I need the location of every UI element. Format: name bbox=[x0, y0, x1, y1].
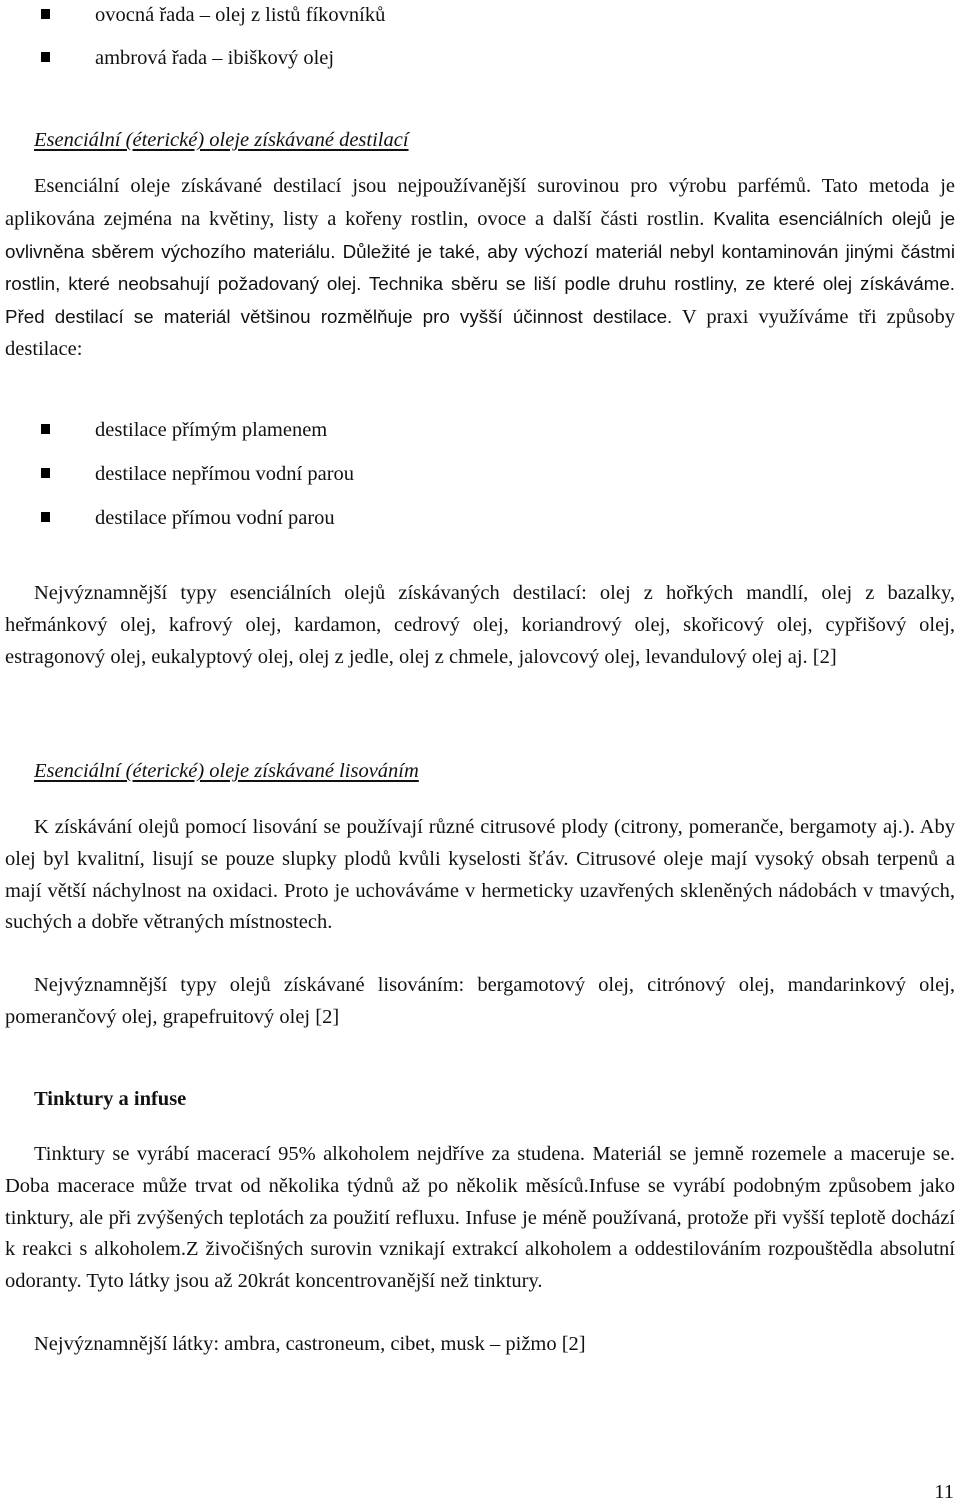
paragraph-text: Esenciální oleje získávané destilací jsou nejpoužívanější surovinou pro výrobu parfémů. Tato metoda je aplikována zejména na květiny, listy a kořeny rostlin, ovoce a další části rostlin. bbox=[5, 175, 955, 230]
page-number: 11 bbox=[934, 1481, 954, 1503]
section-heading-pressing: Esenciální (éterické) oleje získávané lisováním bbox=[34, 760, 419, 782]
bullet-text: ovocná řada – olej z listů fíkovníků bbox=[95, 4, 386, 26]
bullet-text: destilace nepřímou vodní parou bbox=[95, 463, 355, 485]
section-heading-distillation: Esenciální (éterické) oleje získávané destilací bbox=[34, 129, 409, 151]
paragraph-distillation-intro bbox=[5, 171, 955, 366]
section-heading-tinctures: Tinktury a infuse bbox=[34, 1088, 187, 1110]
bullet-text: ambrová řada – ibiškový olej bbox=[95, 47, 335, 69]
paragraph-pressing-intro: K získávání olejů pomocí lisování se používají různé citrusové plody (citrony, pomeranče, bergamoty aj.). Aby olej byl kvalitní, lisují se pouze slupky plodů kvůli kyselosti šťáv. Citrusové oleje mají vysoký obsah terpenů a mají větší náchylnost na oxidaci. Proto je uchováváme v hermeticky uzavřených skleněných nádobách v tmavých, suchých a dobře větraných místnostech. bbox=[5, 816, 955, 934]
square-bullet-icon bbox=[41, 9, 50, 19]
square-bullet-icon bbox=[41, 468, 50, 478]
paragraph-pressing-oils: Nejvýznamnější typy olejů získávané lisováním: bergamotový olej, citrónový olej, mandarinkový olej, pomerančový olej, grapefruitový olej [2] bbox=[5, 974, 955, 1028]
bullet-text: destilace přímou vodní parou bbox=[95, 507, 335, 529]
bullet-text: destilace přímým plamenem bbox=[95, 419, 328, 441]
paragraph-distillation-oils: Nejvýznamnější typy esenciálních olejů získávaných destilací: olej z hořkých mandlí, olej z bazalky, heřmánkový olej, kafrový olej, kardamon, cedrový olej, koriandrový olej, skořicový olej, cypřišový olej, estragonový olej, eukalyptový olej, olej z jedle, olej z chmele, jalovcový olej, levandulový olej aj. [2] bbox=[5, 582, 955, 668]
paragraph-tinctures-intro: Tinktury se vyrábí macerací 95% alkoholem nejdříve za studena. Materiál se jemně rozemele a maceruje se. Doba macerace může trvat od několika týdnů až po několik měsíců.Infuse se vyrábí podobným způsobem jako tinktury, ale při zvýšených teplotách za použití refluxu. Infuse je méně používaná, protože při vyšší teplotě dochází k reakci s alkoholem.Z živočišných surovin vznikají extrakcí alkoholem a oddestilováním rozpouštědla absolutní odoranty. Tyto látky jsou až 20krát koncentrovanější než tinktury. bbox=[5, 1143, 955, 1293]
paragraph-tinctures-substances: Nejvýznamnější látky: ambra, castroneum, cibet, musk – pižmo [2] bbox=[34, 1333, 586, 1355]
square-bullet-icon bbox=[41, 52, 50, 62]
paragraph-text-sans: Kvalita esenciálních olejů je ovlivněna sběrem výchozího materiálu. Důležité je také, aby výchozí materiál nebyl kontaminován jinými částmi rostlin, které neobsahují požadovaný olej. Technika sběru se liší podle druhu rostliny, ze které olej získáváme. Před destilací se materiál většinou rozmělňuje pro vyšší účinnost destilace. bbox=[5, 207, 956, 328]
square-bullet-icon bbox=[41, 512, 50, 522]
paragraph-text: V praxi využíváme tři způsoby destilace: bbox=[5, 306, 955, 360]
square-bullet-icon bbox=[41, 424, 50, 434]
